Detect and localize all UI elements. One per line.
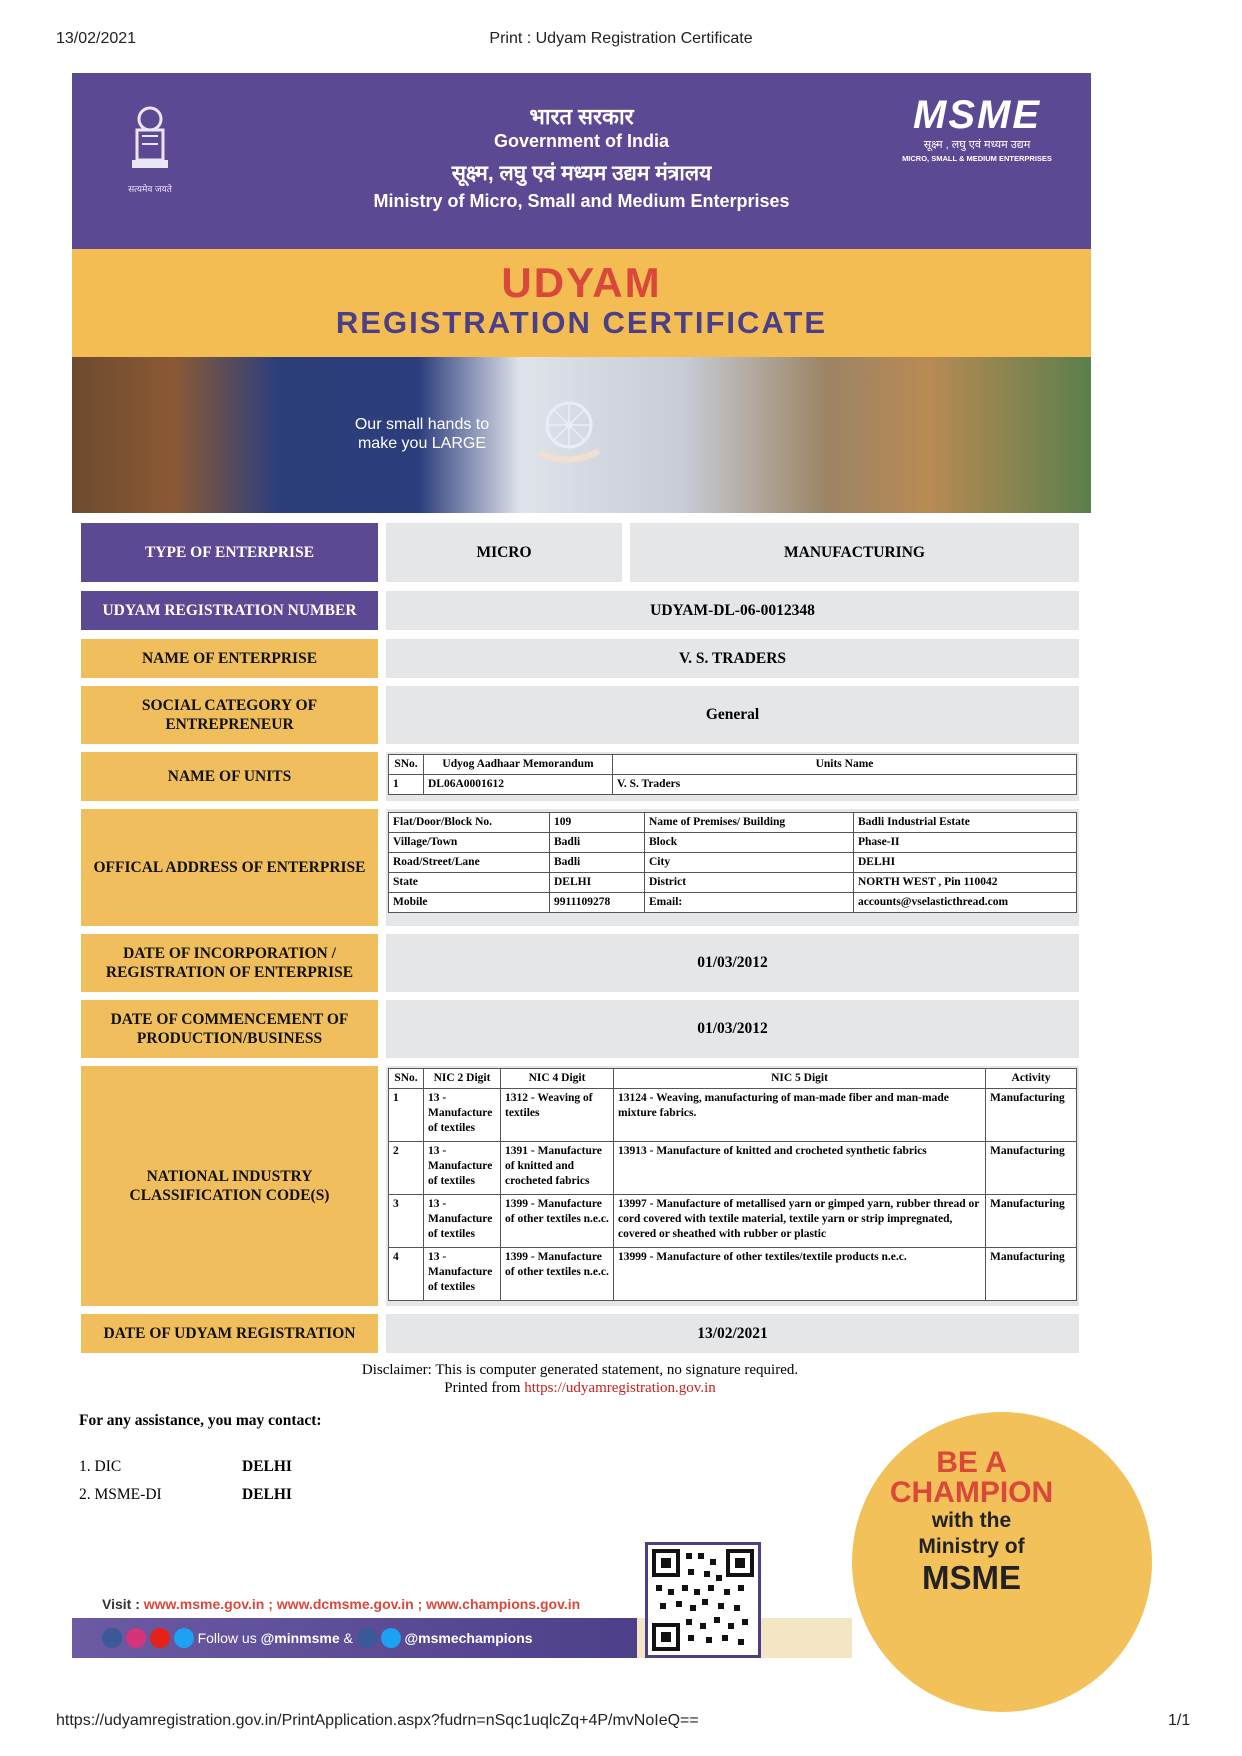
cell: 13913 - Manufacture of knitted and crocheted synthetic fabrics [614,1142,986,1195]
follow-line [102,1628,533,1648]
cell: Village/Town [389,833,550,853]
cell: 9911109278 [550,893,645,913]
tagline-line-1: Our small hands to [354,416,490,433]
contact-dic-label: 1. DIC [79,1458,122,1475]
champion-text-wrap [852,1412,1091,1658]
table-row [389,775,1077,795]
cell: 2 [389,1142,424,1195]
qr-code [645,1542,761,1658]
cell: Badli [550,853,645,873]
units-table [388,754,1077,795]
cell: 1312 - Weaving of textiles [501,1089,614,1142]
champion-line-3: with the [931,1509,1012,1532]
cell: NORTH WEST , Pin 110042 [854,873,1077,893]
facebook-icon[interactable] [102,1628,122,1648]
type-value-micro: MICRO [386,523,622,582]
address-label: OFFICAL ADDRESS OF ENTERPRISE [81,809,378,926]
udyam-date-value: 13/02/2021 [386,1314,1079,1353]
printed-from-label: Printed from [444,1380,521,1396]
cell: 1 [389,1089,424,1142]
instagram-icon[interactable] [126,1628,146,1648]
tagline-line-2: make you LARGE [357,435,487,452]
emblem-caption: सत्यमेव जयते [128,184,172,194]
address-box [386,809,1079,926]
udyam-date-label: DATE OF UDYAM REGISTRATION [81,1314,378,1353]
table-row [389,853,1077,873]
type-label: TYPE OF ENTERPRISE [81,523,378,582]
ministry-english: Ministry of Micro, Small and Medium Enterprises [373,191,790,211]
address-table [388,812,1077,913]
registration-link[interactable]: https://udyamregistration.gov.in [524,1380,716,1396]
cell: Phase-II [854,833,1077,853]
print-title: Print : Udyam Registration Certificate [489,30,753,47]
cell: Badli Industrial Estate [854,813,1077,833]
chakra-icon [534,395,604,470]
nic-table [388,1068,1077,1301]
cell: accounts@vselasticthread.com [854,893,1077,913]
cell: 109 [550,813,645,833]
cell: Flat/Door/Block No. [389,813,550,833]
units-label: NAME OF UNITS [81,752,378,801]
contact-heading: For any assistance, you may contact: [79,1412,322,1429]
champion-line-4: Ministry of [918,1535,1025,1558]
cell: Email: [645,893,854,913]
disclaimer: Disclaimer: This is computer generated statement, no signature required. [361,1362,799,1378]
msme-hindi: सूक्ष्म , लघु एवं मध्यम उद्यम [923,139,1031,151]
incorporation-value: 01/03/2012 [386,934,1079,992]
follow-strip [72,1618,637,1658]
cell: 1399 - Manufacture of other textiles n.e.c. [501,1195,614,1248]
cell: District [645,873,854,893]
name-value: V. S. TRADERS [386,639,1079,678]
facebook-icon[interactable] [357,1628,377,1648]
table-row [389,1089,1077,1142]
nic-col-activity: Activity [986,1069,1077,1089]
print-date: 13/02/2021 [56,30,137,47]
certificate-title-band [72,249,1091,357]
cell: State [389,873,550,893]
twitter-icon[interactable] [381,1628,401,1648]
cell: DELHI [550,873,645,893]
cell: 4 [389,1248,424,1301]
urn-label: UDYAM REGISTRATION NUMBER [81,591,378,630]
msme-subtitle: MICRO, SMALL & MEDIUM ENTERPRISES [902,154,1052,163]
msme-logo [892,95,1062,163]
cell: 1399 - Manufacture of other textiles n.e.c. [501,1248,614,1301]
cell: Road/Street/Lane [389,853,550,873]
twitter-icon[interactable] [174,1628,194,1648]
banner-tagline [342,415,502,453]
hindi-ministry: सूक्ष्म, लघु एवं मध्यम उद्यम मंत्रालय [451,162,712,185]
contact-msmedi-label: 2. MSME-DI [79,1486,162,1503]
cell: 13 - Manufacture of textiles [424,1089,501,1142]
cell: DELHI [854,853,1077,873]
govt-english: Government of India [493,131,670,151]
nic-col-sno: SNo. [389,1069,424,1089]
nic-label: NATIONAL INDUSTRY CLASSIFICATION CODE(S) [81,1066,378,1306]
cell: 3 [389,1195,424,1248]
name-label: NAME OF ENTERPRISE [81,639,378,678]
contact-dic-value: DELHI [242,1458,292,1475]
cell: City [645,853,854,873]
social-label: SOCIAL CATEGORY OF ENTREPRENEUR [81,686,378,744]
units-col-uam: Udyog Aadhaar Memorandum [424,755,613,775]
handle-minmsme[interactable]: @minmsme [260,1630,340,1646]
handle-msmechampions[interactable]: @msmechampions [404,1630,533,1646]
cell: 13 - Manufacture of textiles [424,1248,501,1301]
table-row [389,813,1077,833]
nic-col-5digit: NIC 5 Digit [614,1069,986,1089]
printed-from [0,1380,1160,1397]
cell: 1391 - Manufacture of knitted and crocheted fabrics [501,1142,614,1195]
print-url: https://udyamregistration.gov.in/PrintApplication.aspx?fudrn=nSqc1uqlcZq+4P/mvNoIeQ== [56,1712,699,1729]
champion-text [852,1448,1091,1596]
cell: Badli [550,833,645,853]
cell: 13997 - Manufacture of metallised yarn or gimped yarn, rubber thread or cord covered with textile material, textile yarn or strip impregnated, covered or sheathed with rubber or plastic [614,1195,986,1248]
cell: 1 [389,775,424,795]
cell: DL06A0001612 [424,775,613,795]
nic-box [386,1066,1079,1306]
urn-value: UDYAM-DL-06-0012348 [386,591,1079,630]
champion-line-2: CHAMPION [889,1476,1054,1509]
nic-col-2digit: NIC 2 Digit [424,1069,501,1089]
contact-msmedi-value: DELHI [242,1486,292,1503]
cell: Name of Premises/ Building [645,813,854,833]
visit-label: Visit : [102,1596,140,1612]
commencement-value: 01/03/2012 [386,1000,1079,1058]
cell: 13 - Manufacture of textiles [424,1142,501,1195]
visit-line [102,1596,580,1612]
nic-col-4digit: NIC 4 Digit [501,1069,614,1089]
table-row [389,1195,1077,1248]
type-value-manufacturing: MANUFACTURING [630,523,1079,582]
ampersand: & [343,1630,353,1646]
follow-label: Follow us [197,1630,257,1646]
certificate-title: REGISTRATION CERTIFICATE [335,305,828,340]
udyam-title: UDYAM [501,259,662,306]
units-box [386,752,1079,801]
visit-sites[interactable]: www.msme.gov.in ; www.dcmsme.gov.in ; www.champions.gov.in [143,1596,581,1612]
table-row [389,1248,1077,1301]
units-col-name: Units Name [613,755,1077,775]
cell: Manufacturing [986,1248,1077,1301]
hindi-govt: भारत सरकार [529,104,634,129]
cell: Manufacturing [986,1142,1077,1195]
govt-banner [72,73,1091,249]
cell: Block [645,833,854,853]
incorporation-label: DATE OF INCORPORATION / REGISTRATION OF ENTERPRISE [81,934,378,992]
champion-line-1: BE A [936,1446,1007,1479]
youtube-icon[interactable] [150,1628,170,1648]
table-row [389,873,1077,893]
cell: Manufacturing [986,1195,1077,1248]
commencement-label: DATE OF COMMENCEMENT OF PRODUCTION/BUSINESS [81,1000,378,1058]
banner-photo [72,357,1091,513]
msme-logo-text: MSME [913,93,1041,137]
social-value: General [386,686,1079,744]
cell: 13 - Manufacture of textiles [424,1195,501,1248]
print-page: 1/1 [1168,1712,1191,1729]
cell: Mobile [389,893,550,913]
table-row [389,833,1077,853]
units-col-sno: SNo. [389,755,424,775]
cell: Manufacturing [986,1089,1077,1142]
table-row [389,893,1077,913]
table-row [389,1142,1077,1195]
cell: 13124 - Weaving, manufacturing of man-made fiber and man-made mixture fabrics. [614,1089,986,1142]
cell: V. S. Traders [613,775,1077,795]
champion-line-5: MSME [922,1559,1021,1596]
cell: 13999 - Manufacture of other textiles/textile products n.e.c. [614,1248,986,1301]
